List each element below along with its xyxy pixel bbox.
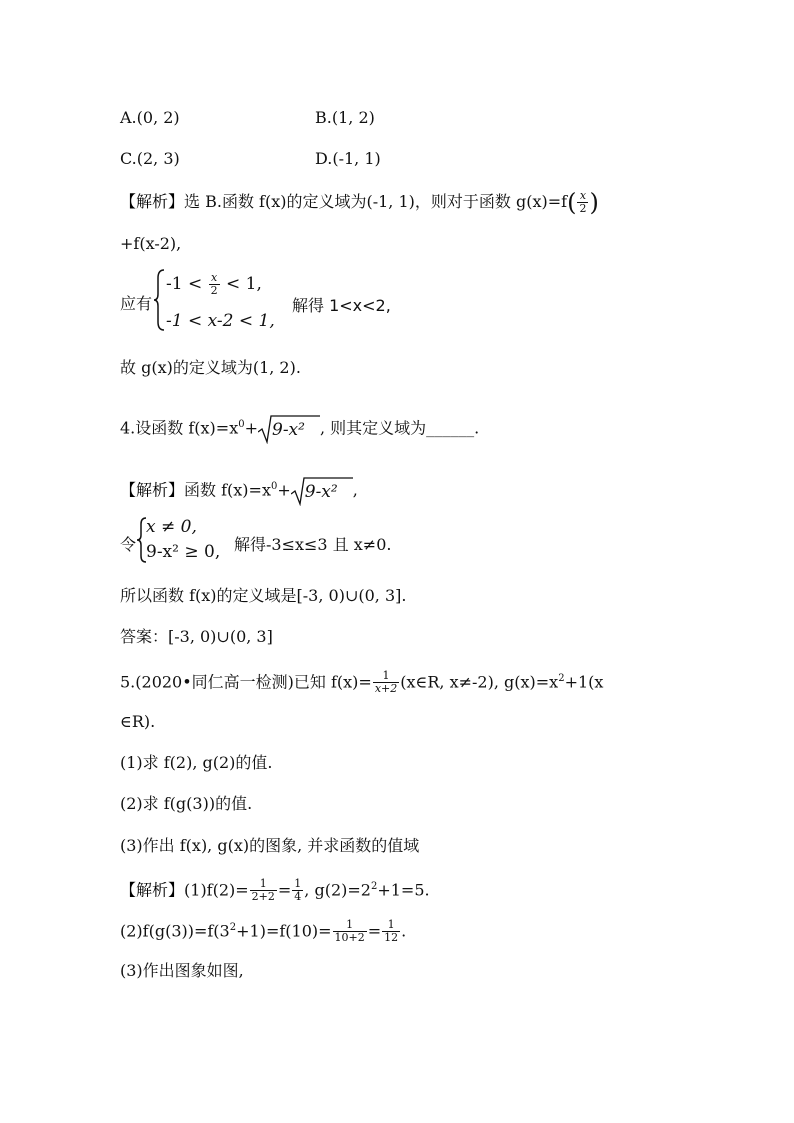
option-a: A.(0, 2)	[120, 108, 180, 127]
left-brace-icon	[152, 268, 166, 332]
q5-solution-line1: 【解析】(1)f(2)= $\frac{1}{2+2}$ = $\frac{1}{4}$ , $g(2)=2^2+1=5$.	[120, 877, 430, 904]
q4-ling: 令	[120, 535, 137, 554]
q3-conclusion: 故 g(x)的定义域为(1, 2).	[120, 358, 301, 377]
q3-system-row1: -1 < $\frac{x}{2}$ < 1,	[166, 271, 262, 297]
option-b: B.(1, 2)	[315, 108, 375, 127]
q3-solve: 解得 1<x<2,	[292, 296, 391, 315]
q5-part2: (2)求 f(g(3))的值.	[120, 794, 253, 813]
q4-stem: 4.设函数 $f(x)=x^0+$ 9-x² , 则其定义域为______.	[120, 414, 479, 444]
fraction: $\frac{1}{12}$	[384, 918, 399, 945]
q3-text: 选 B.函数 f(x)的定义域为(-1, 1)，则对于函数 g(x)=f	[184, 192, 568, 211]
sqrt-icon: 9-x²	[258, 414, 320, 444]
fraction: $\frac{x}{2}$	[210, 271, 218, 297]
fraction: $\frac{x}{2}$	[579, 189, 587, 215]
q4-system-row1: x ≠ 0,	[146, 517, 197, 537]
q5-stem-line1: 5.(2020•同仁高一检测)已知 f(x)= $\frac{1}{x+2}$ (x∈R, x≠-2), $g(x)=x^2+1(x$	[120, 669, 604, 696]
fraction: $\frac{1}{4}$	[294, 877, 302, 904]
q4-solution-line1: 【解析】函数 $f(x)=x^0+$ 9-x² ,	[120, 476, 358, 506]
q5-part3: (3)作出 f(x), g(x)的图象, 并求函数的值域	[120, 836, 420, 855]
q3-solution-line1: 【解析】选 B.函数 f(x)的定义域为(-1, 1)，则对于函数 g(x)=f( $\frac{x}{2}$ )	[120, 188, 599, 217]
solution-tag: 【解析】	[120, 192, 185, 211]
q5-part1: (1)求 f(2), g(2)的值.	[120, 753, 273, 772]
fraction: $\frac{1}{2+2}$	[251, 877, 275, 904]
q3-system-row2: -1 < x-2 < 1,	[166, 311, 275, 331]
fraction: $\frac{1}{x+2}$	[374, 669, 398, 696]
q3-should: 应有	[120, 294, 153, 313]
q4-answer: 答案：[-3, 0)∪(0, 3]	[120, 627, 273, 646]
fraction: $\frac{1}{10+2}$	[334, 918, 365, 945]
q5-solution-line3: (3)作出图象如图,	[120, 961, 244, 980]
solution-tag: 【解析】	[120, 880, 185, 900]
q4-system-row2: 9-x² ≥ 0,	[146, 542, 221, 562]
option-c: C.(2, 3)	[120, 149, 180, 168]
option-d: D.(-1, 1)	[315, 149, 381, 168]
q5-stem-line2: ∈R).	[120, 712, 156, 731]
solution-tag: 【解析】	[120, 480, 185, 500]
sqrt-icon: 9-x²	[291, 476, 353, 506]
q4-conclusion: 所以函数 f(x)的定义域是[-3, 0)∪(0, 3].	[120, 586, 407, 605]
q4-solve: 解得-3≤x≤3 且 x≠0.	[234, 535, 392, 554]
q3-solution-line2: +f(x-2),	[120, 234, 182, 253]
q5-solution-line2: $(2)f(g(3))=f(3^2+1)=f(10)=$ $\frac{1}{10+2}$ = $\frac{1}{12}$ .	[120, 918, 407, 945]
